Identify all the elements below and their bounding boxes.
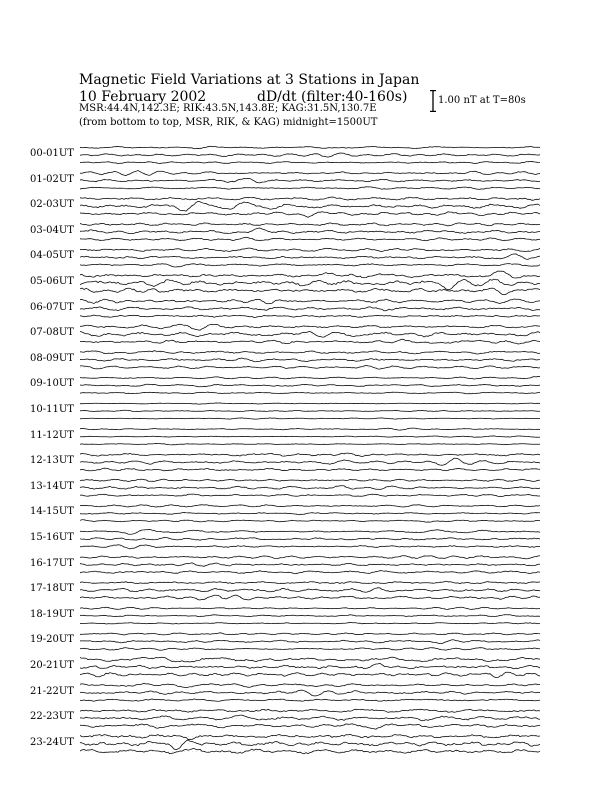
trace-rik (80, 640, 540, 644)
trace-rik (80, 307, 540, 311)
trace-msr (80, 595, 540, 600)
trace-msr (80, 418, 540, 419)
trace-kag (80, 505, 540, 507)
trace-msr (80, 237, 540, 241)
trace-rik (80, 178, 540, 183)
hour-label: 10-11UT (30, 404, 74, 415)
trace-kag (80, 377, 540, 380)
trace-msr (80, 264, 540, 267)
trace-rik (80, 228, 540, 234)
hour-label: 03-04UT (30, 224, 74, 236)
trace-kag (80, 607, 540, 609)
trace-rik (80, 690, 540, 696)
chart-quantity: dD/dt (filter:40-160s) (257, 89, 408, 105)
hour-label: 05-06UT (30, 276, 74, 287)
hour-label: 14-15UT (30, 506, 74, 518)
background-grid (80, 148, 540, 752)
hour-label: 00-01UT (30, 148, 74, 159)
trace-msr (80, 468, 540, 471)
trace-msr (80, 672, 540, 677)
trace-kag (80, 271, 540, 278)
trace-rik (80, 254, 540, 260)
trace-kag (80, 530, 540, 535)
hour-label: 19-20UT (30, 634, 74, 646)
hour-label: 15-16UT (30, 532, 74, 543)
trace-msr (80, 443, 540, 445)
trace-rik (80, 279, 540, 290)
hour-label: 16-17UT (30, 557, 74, 569)
trace-msr (80, 724, 540, 729)
hour-label: 09-10UT (30, 378, 74, 390)
scale-label: 1.00 nT at T=80s (438, 95, 526, 106)
station-coordinates: MSR:44.4N,142.3E; RIK:43.5N,143.8E; KAG:31.5N,130.7E (79, 103, 377, 114)
hour-label: 02-03UT (30, 199, 74, 211)
trace-kag (80, 581, 540, 584)
trace-kag (80, 299, 540, 304)
hour-label: 04-05UT (30, 250, 74, 262)
chart-title: Magnetic Field Variations at 3 Stations in Japan (79, 72, 420, 88)
trace-rik (80, 663, 540, 669)
trace-kag (80, 453, 540, 456)
hour-label: 12-13UT (30, 455, 74, 467)
trace-kag (80, 428, 540, 430)
hour-label: 17-18UT (30, 583, 74, 595)
chart-date: 10 February 2002 (79, 89, 207, 105)
hour-label: 20-21UT (30, 660, 74, 671)
trace-msr (80, 212, 540, 218)
trace-kag (80, 324, 540, 330)
trace-msr (80, 699, 540, 701)
trace-msr (80, 494, 540, 496)
trace-rik (80, 513, 540, 515)
trace-kag (80, 556, 540, 559)
trace-kag (80, 146, 540, 148)
trace-rik (80, 615, 540, 617)
trace-rik (80, 715, 540, 721)
trace-rik (80, 740, 540, 750)
trace-msr (80, 339, 540, 344)
trace-msr (80, 545, 540, 549)
trace-rik (80, 410, 540, 411)
hour-label: 13-14UT (30, 480, 74, 492)
hour-label: 23-24UT (30, 736, 74, 748)
hour-label: 06-07UT (30, 301, 74, 313)
hour-label: 22-23UT (30, 711, 74, 723)
trace-kag (80, 683, 540, 687)
hour-label: 18-19UT (30, 608, 74, 620)
station-order-note: (from bottom to top, MSR, RIK, & KAG) midnight=1500UT (79, 117, 378, 128)
trace-rik (80, 458, 540, 465)
hour-label: 01-02UT (30, 173, 74, 185)
trace-rik (80, 537, 540, 540)
trace-kag (80, 403, 540, 404)
hour-label: 11-12UT (30, 429, 74, 441)
hour-label: 07-08UT (30, 327, 74, 339)
trace-kag (80, 248, 540, 251)
hour-label: 21-22UT (30, 685, 74, 697)
hour-label: 08-09UT (30, 352, 74, 364)
trace-rik (80, 436, 540, 437)
trace-msr (80, 315, 540, 318)
trace-msr (80, 288, 540, 295)
trace-msr (80, 622, 540, 624)
trace-kag (80, 709, 540, 712)
trace-kag (80, 734, 540, 739)
trace-msr (80, 571, 540, 574)
trace-msr (80, 748, 540, 753)
trace-kag (80, 633, 540, 635)
